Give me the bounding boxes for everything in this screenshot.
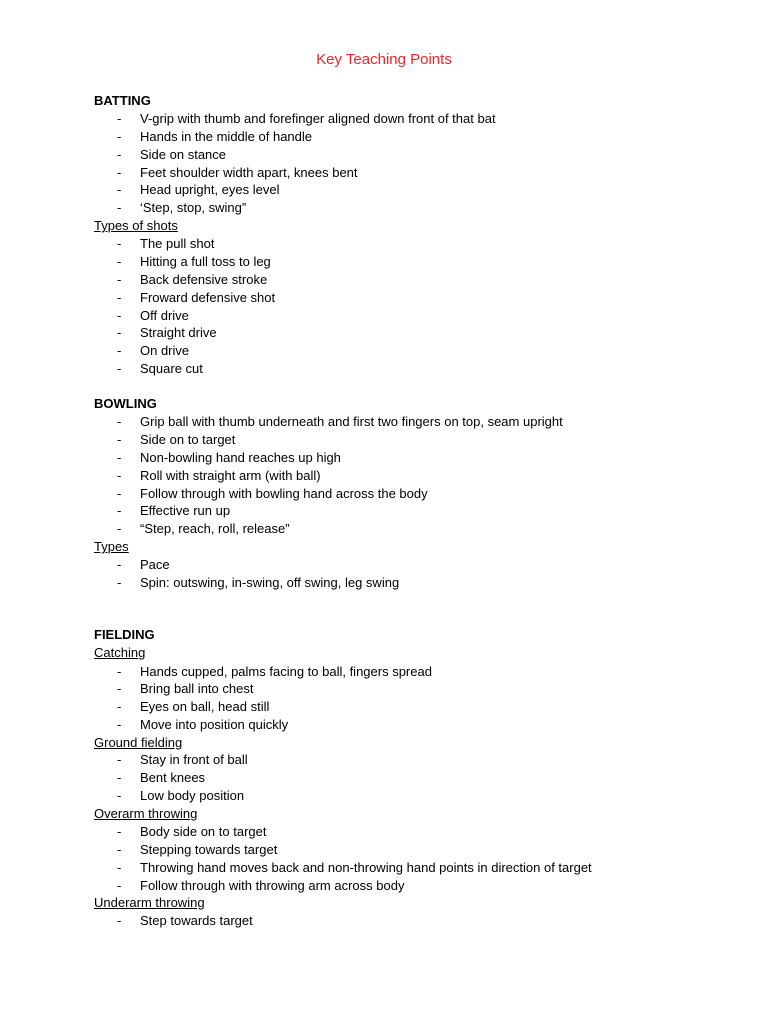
bullet-dash: - (117, 717, 122, 732)
list-item: Side on stance (140, 147, 227, 162)
list-item: Stay in front of ball (140, 752, 248, 767)
list-item: “Step, reach, roll, release” (140, 521, 290, 536)
list-item: Grip ball with thumb underneath and first two fingers on top, seam upright (140, 414, 563, 429)
list-item: Side on to target (140, 432, 236, 447)
bullet-dash: - (117, 236, 122, 251)
list-item: Head upright, eyes level (140, 182, 280, 197)
bullet-dash: - (117, 450, 122, 465)
bullet-dash: - (117, 788, 122, 803)
list-item: Square cut (140, 361, 203, 376)
list-item: Follow through with throwing arm across body (140, 878, 405, 893)
list-item: Eyes on ball, head still (140, 699, 270, 714)
subheading-underarm-throwing: Underarm throwing (94, 895, 205, 910)
bullet-dash: - (117, 290, 122, 305)
bullet-dash: - (117, 575, 122, 590)
list-item: Froward defensive shot (140, 290, 276, 305)
list-item: Back defensive stroke (140, 272, 268, 287)
bullet-dash: - (117, 468, 122, 483)
bullet-dash: - (117, 147, 122, 162)
bullet-dash: - (117, 129, 122, 144)
bullet-dash: - (117, 699, 122, 714)
bullet-dash: - (117, 752, 122, 767)
list-item: Feet shoulder width apart, knees bent (140, 165, 358, 180)
bullet-dash: - (117, 343, 122, 358)
bullet-dash: - (117, 200, 122, 215)
list-item: Move into position quickly (140, 717, 289, 732)
section-heading-batting: BATTING (94, 93, 151, 108)
bullet-dash: - (117, 361, 122, 376)
list-item: On drive (140, 343, 190, 358)
subheading-types-of-shots: Types of shots (94, 218, 178, 233)
bullet-dash: - (117, 308, 122, 323)
subheading-catching: Catching (94, 645, 146, 660)
bullet-dash: - (117, 254, 122, 269)
list-item: Straight drive (140, 325, 217, 340)
list-item: Stepping towards target (140, 842, 278, 857)
bullet-dash: - (117, 414, 122, 429)
bullet-dash: - (117, 770, 122, 785)
bullet-dash: - (117, 842, 122, 857)
list-item: Pace (140, 557, 170, 572)
bullet-dash: - (117, 681, 122, 696)
bullet-dash: - (117, 521, 122, 536)
bullet-dash: - (117, 182, 122, 197)
bullet-dash: - (117, 432, 122, 447)
list-item: Hitting a full toss to leg (140, 254, 271, 269)
section-heading-bowling: BOWLING (94, 396, 157, 411)
bullet-dash: - (117, 325, 122, 340)
bullet-dash: - (117, 486, 122, 501)
list-item: Follow through with bowling hand across the body (140, 486, 428, 501)
list-item: Bring ball into chest (140, 681, 254, 696)
bullet-dash: - (117, 272, 122, 287)
list-item: Roll with straight arm (with ball) (140, 468, 321, 483)
list-item: Off drive (140, 308, 189, 323)
bullet-dash: - (117, 860, 122, 875)
bullet-dash: - (117, 878, 122, 893)
list-item: The pull shot (140, 236, 215, 251)
bullet-dash: - (117, 557, 122, 572)
list-item: ‘Step, stop, swing” (140, 200, 247, 215)
list-item: Hands cupped, palms facing to ball, fingers spread (140, 664, 432, 679)
list-item: Low body position (140, 788, 245, 803)
bullet-dash: - (117, 503, 122, 518)
list-item: Step towards target (140, 913, 253, 928)
list-item: Spin: outswing, in-swing, off swing, leg swing (140, 575, 400, 590)
list-item: Throwing hand moves back and non-throwing hand points in direction of target (140, 860, 592, 875)
list-item: Non-bowling hand reaches up high (140, 450, 341, 465)
bullet-dash: - (117, 913, 122, 928)
list-item: Body side on to target (140, 824, 267, 839)
bullet-dash: - (117, 111, 122, 126)
list-item: Bent knees (140, 770, 206, 785)
list-item: V-grip with thumb and forefinger aligned down front of that bat (140, 111, 496, 126)
subheading-types: Types (94, 539, 129, 554)
list-item: Hands in the middle of handle (140, 129, 313, 144)
page-title: Key Teaching Points (316, 51, 452, 68)
bullet-dash: - (117, 824, 122, 839)
subheading-ground-fielding: Ground fielding (94, 735, 183, 750)
subheading-overarm-throwing: Overarm throwing (94, 806, 198, 821)
bullet-dash: - (117, 165, 122, 180)
section-heading-fielding: FIELDING (94, 627, 155, 642)
bullet-dash: - (117, 664, 122, 679)
list-item: Effective run up (140, 503, 231, 518)
